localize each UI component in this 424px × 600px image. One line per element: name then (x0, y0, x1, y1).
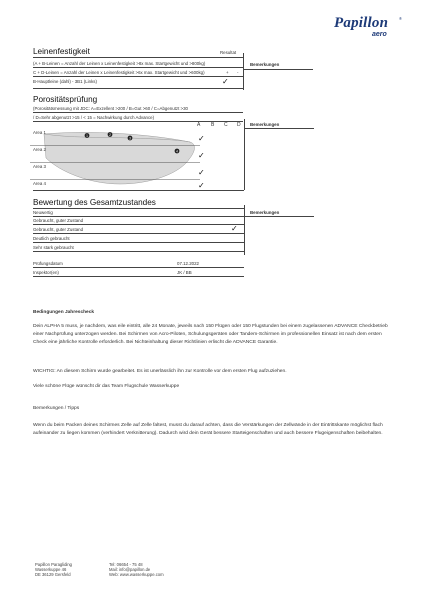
leinen-row-1: (A + B-Leinen = Anzahl der Leinen x Leinenfestigkeit >8x max. Startgewicht und >800kg) (33, 61, 206, 66)
leinen-row-3: B-Hauptleine (dahl) - 3B1 (Links) (33, 79, 97, 84)
check-icon: ✓ (198, 151, 205, 160)
leinen-remarks-header: Bemerkungen (250, 62, 280, 67)
logo-registered: ® (399, 16, 402, 21)
divider (33, 267, 244, 268)
leinen-result-header: Resultat (220, 50, 237, 55)
poros-desc-2: / D=Sehr abgenutzt >15 / < 15 = Nachwirkung durch Advance) (33, 115, 155, 120)
divider (33, 190, 244, 191)
divider (33, 76, 243, 77)
marker-label: 4 (176, 149, 178, 154)
poros-title: Porositätsprüfung (33, 95, 98, 104)
logo-text: Papillon (334, 15, 389, 31)
conditions-paragraph-1: Dein ALPHA 5 muss, je nachdem, was eile eintritt, alle 24 Monate, jeweils nach 150 Flügen oder 150 Flugstunden bei einem zugelassenen ADVANCE Checkbetrieb einer Nachprüfung unterzogen werden. Bei Schirmen von Acro-Piloten, Schulungsgeräten oder Tandem-Schirmen im professionellen Einsatz ist nach dem ersten Check eine jährliche Kontrolle erforderlich. Bei Nichteinhaltung dieser Richtlinien erlischt die ADVANCE Garantie. (33, 324, 388, 346)
divider (33, 233, 244, 234)
footer-address (35, 562, 72, 578)
bewertung-title: Bewertung des Gesamtzustandes (33, 198, 156, 207)
divider (33, 276, 244, 277)
divider (244, 128, 314, 129)
state-row: Deutlich gebraucht (33, 236, 70, 241)
marker-label: 3 (129, 136, 131, 141)
divider (243, 69, 313, 70)
divider (33, 208, 244, 209)
col-c: C (224, 122, 228, 128)
conditions-paragraph-3: Viele schöne Flüge wünscht dir das Team Flugschule Wasserkuppe (33, 384, 180, 389)
divider (33, 57, 243, 58)
state-row: Sehr stark gebraucht (33, 245, 74, 250)
col-a: A (197, 122, 201, 128)
divider (244, 216, 314, 217)
footer-contact (109, 562, 164, 578)
divider (33, 216, 244, 217)
footer-tel: Tel: 06654 - 75 48 (109, 562, 143, 567)
state-row: Gebraucht, guter Zustand (33, 227, 84, 232)
footer-address-3: DE 36129 Gersfeld (35, 572, 71, 578)
footer-address-1: Papillon Paragliding (35, 562, 73, 567)
logo-sub: aero (372, 31, 387, 38)
leinen-row-2-result-a: + (226, 70, 229, 75)
brand-logo (334, 14, 402, 40)
poros-desc-1: (Porositätsmessung mit JDC: A=Exzellent >200 / B=Gut >60 / C=Abgenutzt >30 (33, 106, 188, 111)
check-icon: ✓ (222, 77, 229, 86)
footer-web: Web: www.wasserkuppe.com (109, 572, 164, 578)
check-icon: ✓ (231, 224, 238, 233)
footer-address-2: Wasserkuppe 46 (35, 567, 67, 573)
inspector-value: JK / BB (177, 270, 192, 275)
tips-title: Bemerkungen / Tipps (33, 406, 80, 411)
conditions-paragraph-2: WICHTIG: An diesem Schirm wurde gearbeitet. Es ist unerlässlich ihn zur Kontrolle vor dem ersten Flug aufzuziehen. (33, 369, 287, 374)
date-label: Prüfungsdatum (33, 261, 63, 266)
check-icon: ✓ (198, 181, 205, 190)
col-d: D (237, 122, 241, 128)
leinen-row-2-result-b: - (237, 70, 239, 75)
check-icon: ✓ (198, 168, 205, 177)
state-row: Neuwertig (33, 210, 53, 215)
divider (33, 112, 243, 113)
state-row: Gebraucht, guter Zustand (33, 218, 84, 223)
area-1-label: Area 1 (33, 130, 46, 135)
wing-diagram (30, 128, 200, 188)
divider (244, 205, 245, 255)
divider (243, 53, 244, 90)
footer-mail: Mail: info@papillon.de (109, 567, 151, 573)
leinen-title: Leinenfestigkeit (33, 47, 90, 56)
poros-remarks-header: Bemerkungen (250, 122, 280, 127)
tips-paragraph: Wenn du beim Packen deines Schirmes Zelle auf Zelle faltest, musst du darauf achten, dass die Verstärkungen der Zellwände in der Eintrittskante möglichst flach aufeinander zu liegen kommen (verhindert Verknitterung). Dadurch wird dein Gerät bessere Starteigenschaften und auch bessere Flugeigenschaften beibehalten. (33, 423, 383, 437)
marker-label: 1 (86, 134, 88, 138)
conditions-title: Bedingungen Jahrescheck (33, 310, 95, 315)
date-value: 07.12.2022 (177, 261, 199, 266)
leinen-row-2: C + D-Leinen = Anzahl der Leinen x Leinenfestigkeit >6x max. Startgewicht und >600kg) (33, 70, 205, 75)
inspector-label: Inspektor(en) (33, 270, 59, 275)
area-3-label: Area 3 (33, 164, 46, 169)
divider (244, 119, 245, 190)
area-4-label: Area 4 (33, 181, 46, 186)
marker-label: 2 (109, 133, 111, 137)
check-icon: ✓ (198, 134, 205, 143)
bewertung-remarks-header: Bemerkungen (250, 210, 280, 215)
col-b: B (211, 122, 215, 128)
divider (33, 242, 244, 243)
area-2-label: Area 2 (33, 147, 46, 152)
divider (33, 224, 244, 225)
divider (33, 67, 243, 68)
divider (33, 88, 243, 89)
divider (33, 251, 244, 252)
